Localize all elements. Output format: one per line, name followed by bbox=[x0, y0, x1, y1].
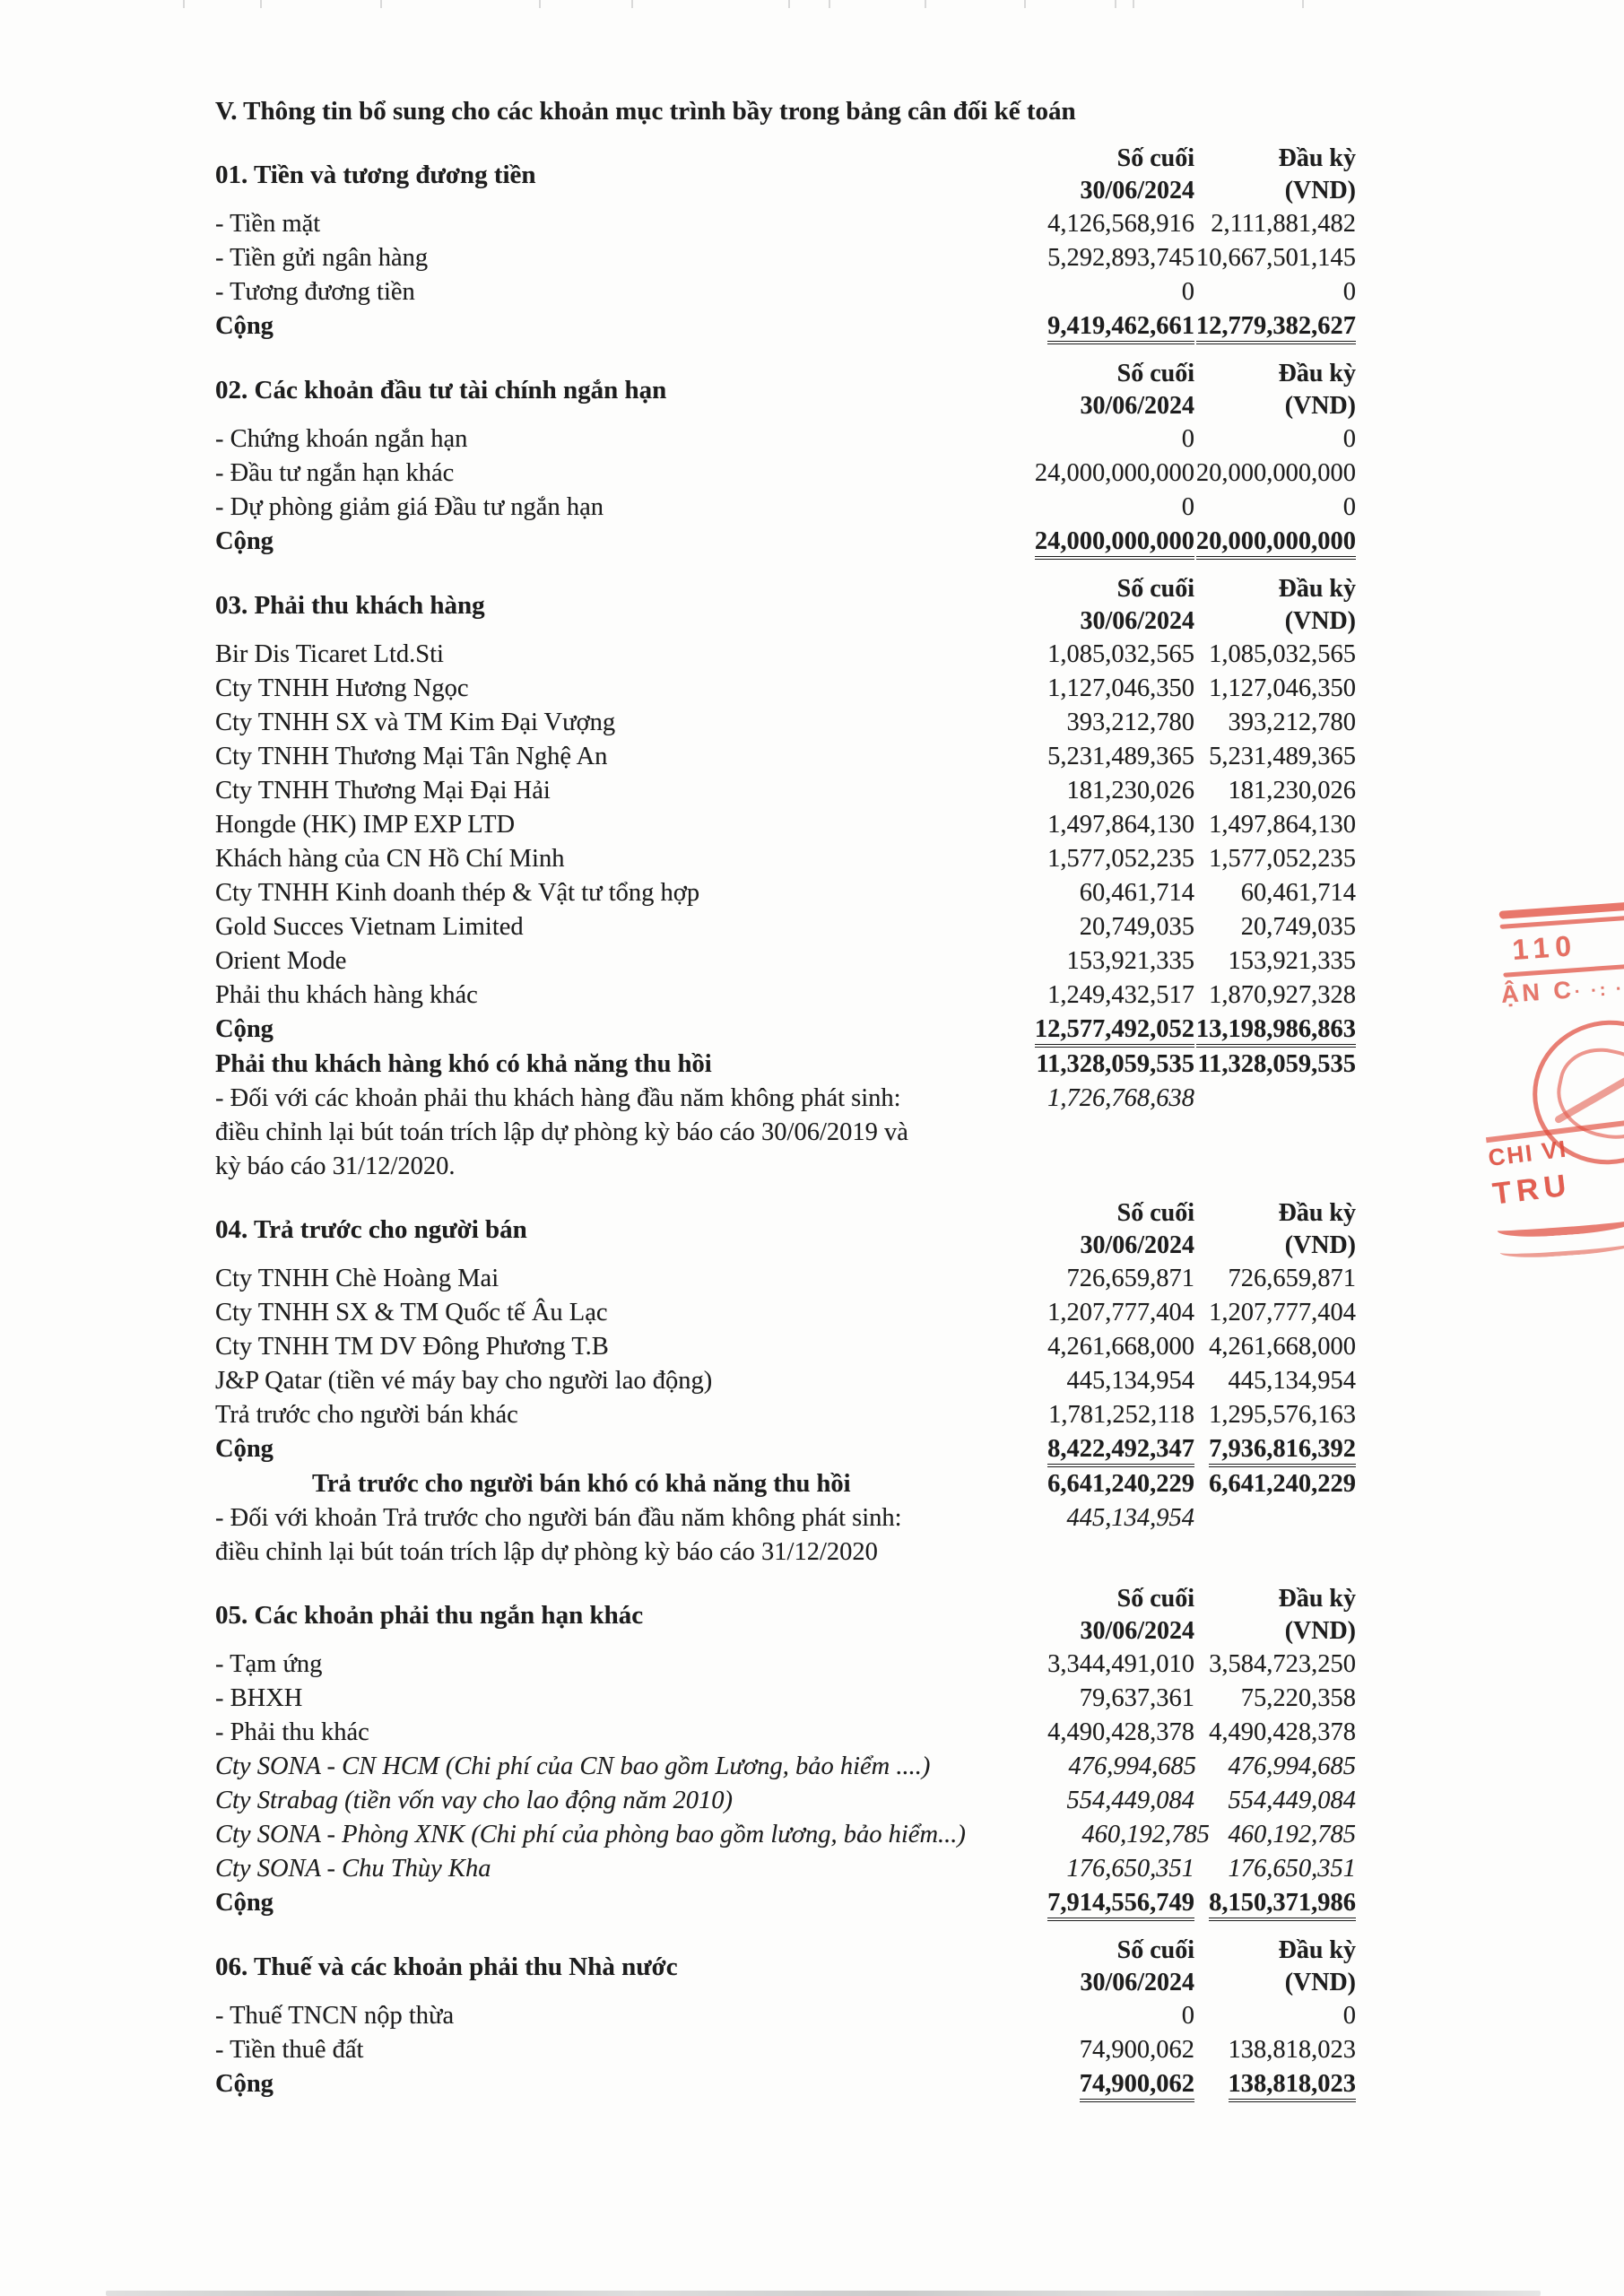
row-value-ending: 445,134,954 bbox=[1066, 1367, 1194, 1395]
table-row bbox=[215, 1330, 1356, 1364]
row-value-beginning: 1,870,927,328 bbox=[1209, 981, 1356, 1009]
row-label: Cty Strabag (tiền vốn vay cho lao động năm 2010) bbox=[215, 1787, 734, 1814]
row-value-beginning: 4,490,428,378 bbox=[1209, 1718, 1356, 1746]
table-row bbox=[215, 876, 1356, 910]
row-value-beginning bbox=[1194, 1886, 1356, 1921]
row-value-beginning: 445,134,954 bbox=[1228, 1367, 1356, 1395]
row-label: điều chỉnh lại bút toán trích lập dự phòng kỳ báo cáo 31/12/2020 bbox=[215, 1538, 878, 1566]
row-value-beginning: 60,461,714 bbox=[1240, 879, 1356, 907]
table-row bbox=[215, 740, 1356, 774]
table-row bbox=[215, 1467, 1356, 1501]
total-value-ending: 8,422,492,347 bbox=[1047, 1435, 1194, 1467]
row-value-ending: 5,231,489,365 bbox=[1047, 743, 1194, 770]
row-value-ending: 3,344,491,010 bbox=[1047, 1650, 1194, 1678]
total-value-ending: 9,419,462,661 bbox=[1047, 312, 1194, 344]
column-header-line: 30/06/2024 bbox=[1080, 607, 1194, 635]
red-stamp-fragment-signature bbox=[1486, 1120, 1624, 1264]
row-label: Cty TNHH Kinh doanh thép & Vật tư tổng hợp bbox=[215, 879, 700, 907]
column-header-line: 30/06/2024 bbox=[1080, 1617, 1194, 1645]
section-title: 06. Thuế và các khoản phải thu Nhà nước bbox=[215, 1952, 678, 1981]
row-value-ending bbox=[925, 1116, 1194, 1150]
row-label: - BHXH bbox=[215, 1684, 303, 1712]
column-header-beginning bbox=[1194, 573, 1356, 638]
row-value-ending: 176,650,351 bbox=[1066, 1855, 1194, 1883]
row-value-beginning: 1,127,046,350 bbox=[1209, 674, 1356, 702]
row-label: Trả trước cho người bán khó có khả năng thu hồi bbox=[312, 1470, 851, 1498]
table-row bbox=[215, 309, 1356, 344]
section-03 bbox=[215, 573, 1356, 1184]
total-value-beginning: 138,818,023 bbox=[1229, 2070, 1357, 2102]
total-value-ending: 7,914,556,749 bbox=[1047, 1889, 1194, 1921]
row-value-beginning: 10,667,501,145 bbox=[1195, 244, 1356, 272]
row-value-beginning: 4,261,668,000 bbox=[1209, 1333, 1356, 1361]
table-row bbox=[215, 1296, 1356, 1330]
row-value-ending: 476,994,685 bbox=[1068, 1752, 1197, 1780]
column-header-line: 30/06/2024 bbox=[1080, 1969, 1194, 1996]
row-label: Bir Dis Ticaret Ltd.Sti bbox=[215, 640, 444, 668]
red-stamp-fragment-seal bbox=[1533, 1021, 1624, 1119]
column-header-line: (VND) bbox=[1284, 1969, 1356, 1996]
section-header bbox=[215, 1583, 1356, 1648]
row-value-beginning: 476,994,685 bbox=[1228, 1752, 1356, 1780]
table-row bbox=[215, 2033, 1356, 2067]
section-header bbox=[215, 143, 1356, 207]
row-value-beginning: 554,449,084 bbox=[1228, 1787, 1356, 1814]
row-value-beginning: 20,000,000,000 bbox=[1195, 459, 1356, 487]
row-value-beginning bbox=[1194, 1116, 1356, 1150]
row-label: Cty TNHH Thương Mại Đại Hải bbox=[215, 777, 551, 804]
total-value-ending: 24,000,000,000 bbox=[1035, 527, 1194, 560]
column-header-ending bbox=[925, 1583, 1194, 1648]
row-value-ending: 60,461,714 bbox=[1079, 879, 1194, 907]
row-label: Cộng bbox=[215, 312, 274, 340]
row-value-ending: 153,921,335 bbox=[1066, 947, 1194, 975]
column-header-line: 30/06/2024 bbox=[1080, 1231, 1194, 1259]
row-label: Orient Mode bbox=[215, 947, 347, 975]
row-label: - Tiền mặt bbox=[215, 210, 321, 238]
column-header-line: Đầu kỳ bbox=[1278, 575, 1356, 603]
row-value-ending: 0 bbox=[1181, 425, 1194, 453]
scan-artifact-tick bbox=[829, 0, 830, 8]
row-label: Gold Succes Vietnam Limited bbox=[215, 913, 524, 941]
total-value-ending: 74,900,062 bbox=[1080, 2070, 1194, 2102]
section-title: 02. Các khoản đầu tư tài chính ngắn hạn bbox=[215, 376, 667, 404]
row-value-ending: 24,000,000,000 bbox=[1034, 459, 1194, 487]
column-header-ending bbox=[925, 1935, 1194, 1999]
table-row bbox=[215, 1852, 1356, 1886]
section-header bbox=[215, 358, 1356, 422]
row-value-ending: 1,577,052,235 bbox=[1047, 845, 1194, 873]
table-row bbox=[215, 1999, 1356, 2033]
row-value-ending: 4,490,428,378 bbox=[1047, 1718, 1194, 1746]
column-header-line: Số cuối bbox=[1116, 1199, 1194, 1227]
total-value-beginning: 8,150,371,986 bbox=[1209, 1889, 1356, 1921]
row-value-beginning: 0 bbox=[1342, 2002, 1356, 2030]
row-label: Phải thu khách hàng khác bbox=[215, 981, 478, 1009]
row-value-ending: 1,497,864,130 bbox=[1047, 811, 1194, 839]
row-value-beginning bbox=[1194, 1432, 1356, 1467]
table-row bbox=[215, 422, 1356, 457]
table-row bbox=[215, 1013, 1356, 1048]
row-value-ending: 1,207,777,404 bbox=[1047, 1299, 1194, 1326]
row-value-ending bbox=[925, 2067, 1194, 2102]
table-row bbox=[215, 1886, 1356, 1921]
column-header-line: (VND) bbox=[1284, 607, 1356, 635]
row-value-beginning: 153,921,335 bbox=[1228, 947, 1356, 975]
row-value-beginning bbox=[1194, 525, 1356, 560]
row-value-ending: 5,292,893,745 bbox=[1047, 244, 1194, 272]
row-value-beginning bbox=[1194, 2067, 1356, 2102]
row-value-ending: 0 bbox=[1181, 278, 1194, 306]
row-label: - Tiền gửi ngân hàng bbox=[215, 244, 429, 272]
column-header-line: 30/06/2024 bbox=[1080, 392, 1194, 420]
scan-artifact-tick bbox=[539, 0, 541, 8]
column-header-line: Số cuối bbox=[1116, 1936, 1194, 1964]
stamp-text: CHI VI bbox=[1486, 1120, 1624, 1172]
row-value-beginning: 138,818,023 bbox=[1228, 2036, 1356, 2064]
row-label: Cty SONA - Phòng XNK (Chi phí của phòng bao gồm lương, bảo hiểm...) bbox=[215, 1821, 966, 1848]
row-value-ending: 181,230,026 bbox=[1066, 777, 1194, 804]
row-value-beginning bbox=[1194, 1501, 1356, 1535]
section-01 bbox=[215, 143, 1356, 344]
row-label: Cộng bbox=[215, 527, 274, 555]
row-label: Cty TNHH Hương Ngọc bbox=[215, 674, 469, 702]
scan-artifact-tick bbox=[1302, 0, 1304, 8]
table-row bbox=[215, 1750, 1356, 1784]
row-label: Cty TNHH Thương Mại Tân Nghệ An bbox=[215, 743, 608, 770]
scan-artifact-tick bbox=[260, 0, 262, 8]
row-label: - Đầu tư ngắn hạn khác bbox=[215, 459, 455, 487]
row-value-beginning: 0 bbox=[1342, 278, 1356, 306]
row-value-ending: 4,126,568,916 bbox=[1047, 210, 1194, 238]
total-value-beginning: 12,779,382,627 bbox=[1196, 312, 1356, 344]
table-row bbox=[215, 638, 1356, 672]
row-value-beginning bbox=[1194, 1082, 1356, 1116]
table-row bbox=[215, 457, 1356, 491]
row-value-ending: 1,127,046,350 bbox=[1047, 674, 1194, 702]
row-label: - Tương đương tiền bbox=[215, 278, 415, 306]
column-header-line: Số cuối bbox=[1116, 144, 1194, 172]
section-title: 05. Các khoản phải thu ngắn hạn khác bbox=[215, 1601, 644, 1630]
row-value-ending: 20,749,035 bbox=[1079, 913, 1194, 941]
column-header-ending bbox=[925, 143, 1194, 207]
table-row bbox=[215, 1784, 1356, 1818]
total-value-beginning: 7,936,816,392 bbox=[1209, 1435, 1356, 1467]
row-value-beginning: 11,328,059,535 bbox=[1197, 1050, 1356, 1078]
sections-container bbox=[215, 143, 1356, 2102]
table-row bbox=[215, 1398, 1356, 1432]
row-value-beginning bbox=[1194, 309, 1356, 344]
table-row bbox=[215, 1535, 1356, 1570]
column-header-line: Đầu kỳ bbox=[1278, 1936, 1356, 1964]
row-value-beginning: 3,584,723,250 bbox=[1209, 1650, 1356, 1678]
table-row bbox=[215, 1432, 1356, 1467]
row-label: Cộng bbox=[215, 1889, 274, 1917]
table-row bbox=[215, 910, 1356, 944]
document-content bbox=[215, 93, 1356, 2102]
row-label: Trả trước cho người bán khác bbox=[215, 1401, 518, 1429]
row-value-ending bbox=[925, 309, 1194, 344]
scan-artifact-tick bbox=[1024, 0, 1026, 8]
table-row bbox=[215, 241, 1356, 275]
column-header-line: Đầu kỳ bbox=[1278, 1585, 1356, 1613]
table-row bbox=[215, 1682, 1356, 1716]
section-04 bbox=[215, 1197, 1356, 1570]
row-value-ending: 726,659,871 bbox=[1066, 1265, 1194, 1292]
row-value-beginning: 5,231,489,365 bbox=[1209, 743, 1356, 770]
row-value-ending bbox=[925, 525, 1194, 560]
row-value-beginning: 1,497,864,130 bbox=[1209, 811, 1356, 839]
row-value-beginning: 75,220,358 bbox=[1240, 1684, 1356, 1712]
row-value-ending: 79,637,361 bbox=[1079, 1684, 1194, 1712]
column-header-line: Đầu kỳ bbox=[1278, 144, 1356, 172]
table-row bbox=[215, 2067, 1356, 2102]
section-02 bbox=[215, 358, 1356, 560]
scan-artifact-tick bbox=[788, 0, 790, 8]
column-header-line: Đầu kỳ bbox=[1278, 360, 1356, 387]
row-label: Cty TNHH TM DV Đông Phương T.B bbox=[215, 1333, 609, 1361]
scan-artifact-tick bbox=[1115, 0, 1116, 8]
column-header-beginning bbox=[1194, 1197, 1356, 1262]
row-value-beginning: 176,650,351 bbox=[1228, 1855, 1356, 1883]
column-header-beginning bbox=[1194, 358, 1356, 422]
row-value-beginning: 20,749,035 bbox=[1240, 913, 1356, 941]
table-row bbox=[215, 525, 1356, 560]
row-value-beginning bbox=[1194, 1150, 1356, 1184]
row-label: Cộng bbox=[215, 2070, 274, 2098]
column-header-line: (VND) bbox=[1284, 177, 1356, 204]
row-value-ending: 1,781,252,118 bbox=[1048, 1401, 1194, 1429]
row-value-ending: 0 bbox=[1181, 2002, 1194, 2030]
row-label: - Chứng khoán ngắn hạn bbox=[215, 425, 468, 453]
stamp-text: 110 bbox=[1511, 928, 1579, 966]
row-value-beginning: 0 bbox=[1342, 425, 1356, 453]
section-header bbox=[215, 573, 1356, 638]
scan-artifact-tick bbox=[183, 0, 185, 8]
row-label: Khách hàng của CN Hồ Chí Minh bbox=[215, 845, 565, 873]
row-value-ending bbox=[925, 1535, 1194, 1570]
row-value-ending: 1,249,432,517 bbox=[1047, 981, 1194, 1009]
row-label: Cộng bbox=[215, 1015, 274, 1043]
row-value-ending: 1,726,768,638 bbox=[1047, 1084, 1194, 1112]
table-row bbox=[215, 1818, 1356, 1852]
column-header-line: (VND) bbox=[1284, 1617, 1356, 1645]
row-value-ending: 1,085,032,565 bbox=[1047, 640, 1194, 668]
row-value-beginning: 460,192,785 bbox=[1228, 1821, 1356, 1848]
row-label: - Tiền thuê đất bbox=[215, 2036, 364, 2064]
row-value-beginning bbox=[1194, 1535, 1356, 1570]
section-05 bbox=[215, 1583, 1356, 1921]
row-label: Cty SONA - CN HCM (Chi phí của CN bao gồm Lương, bảo hiểm ....) bbox=[215, 1752, 931, 1780]
row-value-ending: 6,641,240,229 bbox=[1047, 1470, 1194, 1498]
section-header bbox=[215, 1935, 1356, 1999]
row-label: - Tạm ứng bbox=[215, 1650, 323, 1678]
row-value-ending bbox=[925, 1150, 1194, 1184]
total-value-beginning: 20,000,000,000 bbox=[1196, 527, 1356, 560]
table-row bbox=[215, 944, 1356, 978]
section-header bbox=[215, 1197, 1356, 1262]
scan-artifact-bottom-band bbox=[106, 2291, 1541, 2296]
stamp-text: TRU bbox=[1490, 1168, 1574, 1212]
row-value-beginning: 6,641,240,229 bbox=[1209, 1470, 1356, 1498]
row-value-ending: 460,192,785 bbox=[1081, 1821, 1210, 1848]
column-header-line: (VND) bbox=[1284, 1231, 1356, 1259]
row-value-beginning: 181,230,026 bbox=[1228, 777, 1356, 804]
row-label: Cty SONA - Chu Thùy Kha bbox=[215, 1855, 491, 1883]
section-title: 04. Trả trước cho người bán bbox=[215, 1215, 527, 1244]
table-row bbox=[215, 1364, 1356, 1398]
column-header-line: 30/06/2024 bbox=[1080, 177, 1194, 204]
row-label: Cty TNHH SX và TM Kim Đại Vượng bbox=[215, 709, 616, 736]
table-row bbox=[215, 1262, 1356, 1296]
stamp-text: ẬN C · ·: · bbox=[1500, 972, 1624, 1009]
page-title: V. Thông tin bổ sung cho các khoản mục trình bầy trong bảng cân đối kế toán bbox=[215, 97, 1076, 126]
column-header-beginning bbox=[1194, 1935, 1356, 1999]
table-row bbox=[215, 1116, 1356, 1150]
column-header-beginning bbox=[1194, 1583, 1356, 1648]
column-header-line: Số cuối bbox=[1116, 1585, 1194, 1613]
table-row bbox=[215, 1082, 1356, 1116]
column-header-line: (VND) bbox=[1284, 392, 1356, 420]
table-row bbox=[215, 275, 1356, 309]
red-stamp-fragment-number bbox=[1493, 900, 1624, 1009]
row-value-ending: 74,900,062 bbox=[1079, 2036, 1194, 2064]
row-value-ending: 0 bbox=[1181, 493, 1194, 521]
section-06 bbox=[215, 1935, 1356, 2102]
scan-artifact-tick bbox=[925, 0, 926, 8]
table-row bbox=[215, 706, 1356, 740]
total-value-ending: 12,577,492,052 bbox=[1035, 1015, 1194, 1048]
table-row bbox=[215, 207, 1356, 241]
row-label: - Phải thu khác bbox=[215, 1718, 369, 1746]
row-label: Cộng bbox=[215, 1435, 274, 1463]
column-header-line: Số cuối bbox=[1116, 575, 1194, 603]
column-header-ending bbox=[925, 1197, 1194, 1262]
column-header-line: Số cuối bbox=[1116, 360, 1194, 387]
row-label: kỳ báo cáo 31/12/2020. bbox=[215, 1152, 456, 1180]
row-label: Phải thu khách hàng khó có khả năng thu hồi bbox=[215, 1050, 712, 1078]
column-header-ending bbox=[925, 358, 1194, 422]
total-value-beginning: 13,198,986,863 bbox=[1196, 1015, 1356, 1048]
row-label: - Đối với khoản Trả trước cho người bán đầu năm không phát sinh: bbox=[215, 1504, 902, 1532]
table-row bbox=[215, 1648, 1356, 1682]
row-value-beginning: 726,659,871 bbox=[1228, 1265, 1356, 1292]
table-row bbox=[215, 1501, 1356, 1535]
table-row bbox=[215, 774, 1356, 808]
row-value-beginning: 1,085,032,565 bbox=[1209, 640, 1356, 668]
row-value-beginning: 2,111,881,482 bbox=[1211, 210, 1356, 238]
row-value-ending: 393,212,780 bbox=[1066, 709, 1194, 736]
column-header-line: Đầu kỳ bbox=[1278, 1199, 1356, 1227]
table-row bbox=[215, 491, 1356, 525]
scan-artifact-tick bbox=[380, 0, 382, 8]
section-title: 01. Tiền và tương đương tiền bbox=[215, 161, 536, 189]
row-value-ending: 4,261,668,000 bbox=[1047, 1333, 1194, 1361]
row-label: - Đối với các khoản phải thu khách hàng đầu năm không phát sinh: bbox=[215, 1084, 901, 1112]
row-value-beginning bbox=[1194, 1013, 1356, 1048]
scan-artifact-tick bbox=[631, 0, 633, 8]
row-value-ending: 11,328,059,535 bbox=[1036, 1050, 1194, 1078]
table-row bbox=[215, 1150, 1356, 1184]
row-label: Cty TNHH Chè Hoàng Mai bbox=[215, 1265, 499, 1292]
row-value-ending bbox=[925, 1013, 1194, 1048]
table-row bbox=[215, 842, 1356, 876]
column-header-ending bbox=[925, 573, 1194, 638]
section-title: 03. Phải thu khách hàng bbox=[215, 591, 485, 620]
table-row bbox=[215, 1716, 1356, 1750]
row-label: - Dự phòng giảm giá Đầu tư ngắn hạn bbox=[215, 493, 604, 521]
table-row bbox=[215, 978, 1356, 1013]
row-value-ending bbox=[925, 1432, 1194, 1467]
row-value-beginning: 393,212,780 bbox=[1228, 709, 1356, 736]
row-label: Cty TNHH SX & TM Quốc tế Âu Lạc bbox=[215, 1299, 608, 1326]
row-value-beginning: 1,295,576,163 bbox=[1209, 1401, 1356, 1429]
row-value-beginning: 0 bbox=[1342, 493, 1356, 521]
row-value-ending: 445,134,954 bbox=[1066, 1504, 1194, 1532]
row-value-beginning: 1,577,052,235 bbox=[1209, 845, 1356, 873]
table-row bbox=[215, 1048, 1356, 1082]
row-value-ending bbox=[925, 1886, 1194, 1921]
row-value-beginning: 1,207,777,404 bbox=[1209, 1299, 1356, 1326]
row-label: Hongde (HK) IMP EXP LTD bbox=[215, 811, 516, 839]
row-value-ending: 554,449,084 bbox=[1066, 1787, 1194, 1814]
table-row bbox=[215, 672, 1356, 706]
row-label: J&P Qatar (tiền vé máy bay cho người lao động) bbox=[215, 1367, 713, 1395]
row-label: - Thuế TNCN nộp thừa bbox=[215, 2002, 455, 2030]
table-row bbox=[215, 808, 1356, 842]
row-label: điều chỉnh lại bút toán trích lập dự phòng kỳ báo cáo 30/06/2019 và bbox=[215, 1118, 908, 1146]
scan-artifact-tick bbox=[1133, 0, 1134, 8]
column-header-beginning bbox=[1194, 143, 1356, 207]
